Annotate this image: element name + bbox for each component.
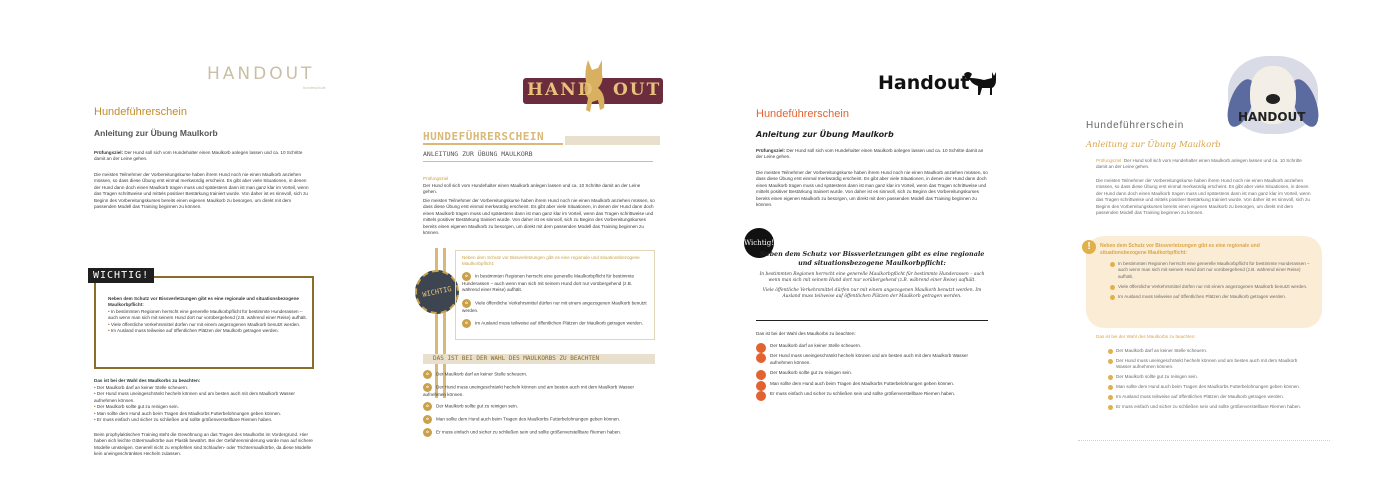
bullet-icon bbox=[1110, 295, 1115, 300]
list-item: Er muss einfach und sicher zu schließen sein und sollte größenverstellbare Riemen haben. bbox=[756, 391, 988, 397]
page-title: HUNDEFÜHRERSCHEIN bbox=[423, 130, 545, 143]
box-title: Neben dem Schutz vor Bissverletzungen gibt es eine regionale und situationsbezogene Maulkorbpflicht: bbox=[108, 296, 299, 308]
box-title: Neben dem Schutz vor Bissverletzungen gibt es eine regionale und situationsbezogene Maulkorbpflicht: bbox=[1100, 243, 1260, 256]
list-item: ✿ Im Ausland muss teilweise auf öffentlichen Plätzen der Maulkorb getragen werden. bbox=[462, 319, 648, 328]
list-item: Der Maulkorb darf an keiner Stelle scheuern. bbox=[756, 343, 988, 349]
list-item: ✿ Viele öffentliche Verkehrsmittel dürfen nur mit einem angezogenen Maulkorb benutzt werden. bbox=[462, 300, 647, 313]
list-item: • Der Maulkorb sollte gut zu reinigen sein. bbox=[94, 404, 314, 410]
goal-label: Prüfungsziel: bbox=[1096, 158, 1123, 163]
bullet-icon bbox=[1108, 385, 1113, 390]
section-list bbox=[423, 370, 655, 440]
bullet-icon bbox=[756, 370, 766, 380]
section-title: Das ist bei der Wahl des Maulkorbs zu beachten: bbox=[756, 331, 856, 336]
important-box bbox=[756, 250, 988, 300]
list-item: • Der Hund muss uneingeschränkt hecheln können und am besten auch mit dem Maulkorb Wasser aufnehmen können. bbox=[94, 391, 314, 404]
list-item: • Im Ausland muss teilweise auf öffentlichen Plätzen der Maulkorb getragen werden. bbox=[108, 328, 308, 334]
intro-paragraph: Die meisten Teilnehmer der Vorbereitungskurse haben ihrem Hund noch nie einen Maulkorb anziehen müssen, so dass diese Übung erst einmal merkwürdig erscheint. Es gibt aber viele Situationen, in denen der Hund dann doch einen Maulkorb tragen muss und spätestens dann ist man ganz klar im Vorteil, wenn das Tragen schrittweise und mittels positiver Bestärkung trainiert wurde. Von daher ist es sinnvoll, sich zu Beginn des Vorbereitungskurses bereits einen eigenen Maulkorb zu besorgen, um direkt mit dem passenden Modell das Training beginnen zu können. bbox=[756, 170, 988, 208]
box-paragraph-1: In bestimmten Regionen herrscht eine generelle Maulkorbpflicht für bestimmte Hunderassen – auch wenn man sich mit seinem Hund dort nur vorübergehend (z.B. während einer Reise) aufhält. bbox=[759, 272, 985, 283]
paw-icon: ✿ bbox=[462, 272, 471, 281]
list-item: ✿ In bestimmten Regionen herrscht eine generelle Maulkorbpflicht für bestimmte Hunderassen – auch wenn man sich mit seinem Hund dort nur vorübergehend (z.B. während einer Reise) aufhält. bbox=[462, 273, 635, 293]
bullet-icon bbox=[756, 391, 766, 401]
paw-icon: ✿ bbox=[462, 319, 471, 328]
bullet-icon bbox=[1108, 359, 1113, 364]
list-item: Der Hund muss uneingeschränkt hecheln können und am besten auch mit dem Maulkorb Wasser aufnehmen können. bbox=[1108, 358, 1308, 371]
section-list bbox=[1108, 348, 1308, 414]
list-item: ✿ Der Hund muss uneingeschränkt hecheln können und am besten auch mit dem Maulkorb Wasser aufnehmen können. bbox=[423, 384, 634, 397]
page-subtitle: Anleitung zur Übung Maulkorb bbox=[94, 128, 218, 138]
list-item: Im Ausland muss teilweise auf öffentlichen Plätzen der Maulkorb getragen werden. bbox=[1108, 394, 1308, 400]
goal-label: Prüfungsziel bbox=[423, 176, 449, 181]
list-item: ✿ Er muss einfach und sicher zu schließen sein und sollte größenverstellbare Riemen haben. bbox=[423, 428, 655, 437]
cat-silhouette-icon bbox=[962, 68, 998, 96]
page-subtitle: Anleitung zur Übung Maulkorb bbox=[1086, 140, 1221, 150]
divider bbox=[756, 320, 988, 321]
list-item: • In bestimmten Regionen herrscht eine generelle Maulkorbpflicht für bestimmte Hunderassen – auch wenn man sich mit seinem Hund dort nur vorübergehend (z.B. während einer Reise) aufhält. bbox=[108, 309, 308, 322]
goal-label: Prüfungsziel: bbox=[756, 148, 786, 153]
divider bbox=[423, 161, 653, 162]
list-item: ✿ Der Maulkorb sollte gut zu reinigen sein. bbox=[423, 402, 655, 411]
handout-page-1 bbox=[82, 48, 334, 457]
list-item: Der Maulkorb sollte gut zu reinigen sein. bbox=[756, 370, 988, 376]
goal-label: Prüfungsziel: bbox=[94, 150, 124, 155]
bullet-icon bbox=[756, 343, 766, 353]
page-title: Hundeführerschein bbox=[756, 108, 849, 120]
list-item: ✿ Man sollte dem Hund auch beim Tragen des Maulkorbs Futterbelohnungen geben können. bbox=[423, 415, 655, 424]
logo-subtext: hundeschule bbox=[303, 85, 326, 90]
goal-text: Der Hund soll sich vom Hundehalter einen Maulkorb anlegen lassen und ca. 10 Schritte damit an der Leine gehen. bbox=[756, 148, 984, 160]
bullet-icon bbox=[1108, 375, 1113, 380]
bullet-icon bbox=[1110, 262, 1115, 267]
list-item: Der Maulkorb sollte gut zu reinigen sein. bbox=[1108, 374, 1308, 380]
handout-page-2 bbox=[415, 48, 667, 448]
outro-paragraph: Beim prophylaktischen Training steht die Gewöhnung an das Tragen des Maulkorbs im Vordergrund. Hier haben sich leichte Gittermaulkörbe aus Plastik bewährt. Bei der Gefahrenminderung würde man auf sichere Modelle umsteigen. Generell nicht zu empfehlen sind Schlaufen- oder Trichtermaulkörbe, da diese Modelle kein uneingeschränktes Hecheln zulassen. bbox=[94, 432, 313, 457]
important-badge: WICHTIG! bbox=[88, 268, 154, 283]
logo-left-text: HAND bbox=[527, 80, 595, 100]
paw-icon: ✿ bbox=[423, 428, 432, 437]
paw-icon: ✿ bbox=[423, 402, 432, 411]
list-item: ✿ Der Maulkorb darf an keiner Stelle scheuern. bbox=[423, 370, 655, 379]
page-subtitle: ANLEITUNG ZUR ÜBUNG MAULKORB bbox=[423, 150, 533, 158]
intro-paragraph: Die meisten Teilnehmer der Vorbereitungskurse haben ihrem Hund noch nie einen Maulkorb anziehen müssen, so dass diese Übung erst einmal merkwürdig erscheint. Es gibt aber viele Situationen, in denen der Hund dann doch einen Maulkorb tragen muss und spätestens dann ist man ganz klar im Vorteil, wenn das Tragen schrittweise und mittels positiver Bestärkung trainiert wurde. Von daher ist es sinnvoll, sich zu Beginn des Vorbereitungskurses bereits einen eigenen Maulkorb zu besorgen, um direkt mit dem passenden Modell das Training beginnen zu können. bbox=[1096, 178, 1311, 216]
goal-paragraph bbox=[756, 148, 988, 161]
important-box bbox=[93, 270, 314, 369]
paw-icon: ✿ bbox=[423, 370, 432, 379]
paw-icon: ✿ bbox=[423, 383, 432, 392]
bullet-icon bbox=[1110, 285, 1115, 290]
box-list bbox=[108, 309, 308, 335]
handout-logo: HANDOUT bbox=[207, 64, 315, 84]
goal-paragraph bbox=[94, 150, 314, 163]
section-title: Das ist bei der Wahl des Maulkorbs zu beachten: bbox=[94, 378, 201, 383]
page-subtitle: Anleitung zur Übung Maulkorb bbox=[756, 130, 894, 139]
section-title: Das ist bei der Wahl des Maulkorbs zu beachten: bbox=[1096, 334, 1196, 339]
important-seal: WICHTIG bbox=[411, 266, 463, 318]
section-list bbox=[756, 343, 988, 401]
list-item: • Er muss einfach und sicher zu schließen und sollte größenverstellbare Riemen haben. bbox=[94, 417, 314, 423]
section-list bbox=[94, 385, 314, 423]
handout-page-4 bbox=[1078, 48, 1330, 448]
box-list bbox=[1110, 261, 1310, 304]
list-item: • Man sollte dem Hund auch beim Tragen des Maulkorbs Futterbelohnungen geben können. bbox=[94, 411, 314, 417]
title-underline bbox=[423, 143, 563, 145]
intro-paragraph: Die meisten Teilnehmer der Vorbereitungskurse haben ihrem Hund noch nie einen Maulkorb anziehen müssen, so dass diese Übung erst einmal merkwürdig erscheint. Es gibt aber viele Situationen, in denen der Hund dann doch einen Maulkorb tragen muss und spätestens dann ist man ganz klar im Vorteil, wenn das Tragen schrittweise und mittels positiver Bestärkung trainiert wurde. Von daher ist es sinnvoll, sich zu Beginn des Vorbereitungskurses bereits einen eigenen Maulkorb zu besorgen, um direkt mit dem passenden Modell das Training beginnen zu können. bbox=[423, 198, 655, 236]
paw-icon: ✿ bbox=[423, 415, 432, 424]
important-box bbox=[455, 250, 655, 340]
box-paragraph-2: Viele öffentliche Verkehrsmittel dürfen nur mit einem angezogenen Maulkorb benutzt werden. Im Ausland muss teilweise auf öffentlichen Plätzen der Maulkorb getragen werden. bbox=[762, 288, 982, 299]
important-badge: Wichtig! bbox=[744, 228, 774, 258]
list-item: Er muss einfach und sicher zu schließen sein und sollte größenverstellbare Riemen haben. bbox=[1108, 404, 1308, 410]
bullet-icon bbox=[756, 381, 766, 391]
page-title: Hundeführerschein bbox=[1086, 120, 1185, 131]
bullet-icon bbox=[1108, 349, 1113, 354]
list-item: • Viele öffentliche Verkehrsmittel dürfen nur mit einem angezogenen Maulkorb benutzt werden. bbox=[108, 322, 308, 328]
list-item: Im Ausland muss teilweise auf öffentlichen Plätzen der Maulkorb getragen werden. bbox=[1110, 294, 1310, 300]
handout-logo: HANDOUT bbox=[1238, 110, 1306, 124]
logo-right-text: OUT bbox=[613, 80, 662, 100]
bullet-icon bbox=[1108, 405, 1113, 410]
handout-logo: Handout bbox=[878, 72, 970, 94]
bullet-icon bbox=[1108, 395, 1113, 400]
box-title: Neben dem Schutz vor Bissverletzungen gibt es eine regionale und situationsbezogene Maulkorbpflicht: bbox=[759, 250, 985, 267]
goal-paragraph bbox=[1096, 158, 1314, 171]
dog-nose-icon bbox=[1266, 94, 1280, 104]
list-item: Man sollte dem Hund auch beim Tragen des Maulkorbs Futterbelohnungen geben können. bbox=[756, 381, 988, 387]
title-decoration bbox=[565, 136, 660, 145]
page-title: Hundeführerschein bbox=[94, 106, 187, 118]
paw-icon: ✿ bbox=[462, 299, 471, 308]
handout-page-3 bbox=[743, 48, 1000, 448]
section-title: DAS IST BEI DER WAHL DES MAULKORBS ZU BEACHTEN bbox=[423, 354, 655, 364]
list-item: Der Maulkorb darf an keiner Stelle scheuern. bbox=[1108, 348, 1308, 354]
list-item: Man sollte dem Hund auch beim Tragen des Maulkorbs Futterbelohnungen geben können. bbox=[1108, 384, 1308, 390]
list-item: Viele öffentliche Verkehrsmittel dürfen nur mit einem angezogenen Maulkorb benutzt werden. bbox=[1110, 284, 1310, 290]
exclamation-icon: ! bbox=[1082, 240, 1096, 254]
goal-text: Der Hund soll sich vom Hundehalter einen Maulkorb anlegen lassen und ca. 10 Schritte damit an der Leine gehen. bbox=[94, 150, 303, 162]
bullet-icon bbox=[756, 353, 766, 363]
intro-paragraph: Die meisten Teilnehmer der Vorbereitungskurse haben ihrem Hund noch nie einen Maulkorb anziehen müssen, so dass diese Übung erst einmal merkwürdig erscheint. Es gibt aber viele Situationen, in denen der Hund dann doch einen Maulkorb tragen muss und spätestens dann ist man ganz klar im Vorteil, wenn das Tragen schrittweise und mittels positiver Bestärkung trainiert wurde. Von daher ist es sinnvoll, sich zu Beginn des Vorbereitungskurses bereits einen eigenen Maulkorb zu besorgen, um direkt mit dem passenden Modell das Training beginnen zu können. bbox=[94, 172, 309, 210]
list-item: Der Hund muss uneingeschränkt hecheln können und am besten auch mit dem Maulkorb Wasser aufnehmen können. bbox=[756, 353, 988, 366]
goal-text: Der Hund soll sich vom Hundehalter einen Maulkorb anlegen lassen und ca. 10 Schritte damit an der Leine gehen. bbox=[1096, 158, 1302, 170]
goal-text: Der Hund soll sich vom Hundehalter einen Maulkorb anlegen lassen und ca. 10 Schritte damit an der Leine gehen. bbox=[423, 183, 641, 195]
box-title: Neben dem Schutz vor Bissverletzungen gibt es eine regionale und situationsbezogene Maulkorbpflicht: bbox=[462, 255, 640, 267]
dotted-border bbox=[1078, 440, 1330, 441]
list-item: In bestimmten Regionen herrscht eine generelle Maulkorbpflicht für bestimmte Hunderassen – auch wenn man sich mit seinem Hund dort nur vorübergehend (z.B. während einer Reise) aufhält. bbox=[1110, 261, 1310, 280]
list-item: • Der Maulkorb darf an keiner Stelle scheuern. bbox=[94, 385, 314, 391]
